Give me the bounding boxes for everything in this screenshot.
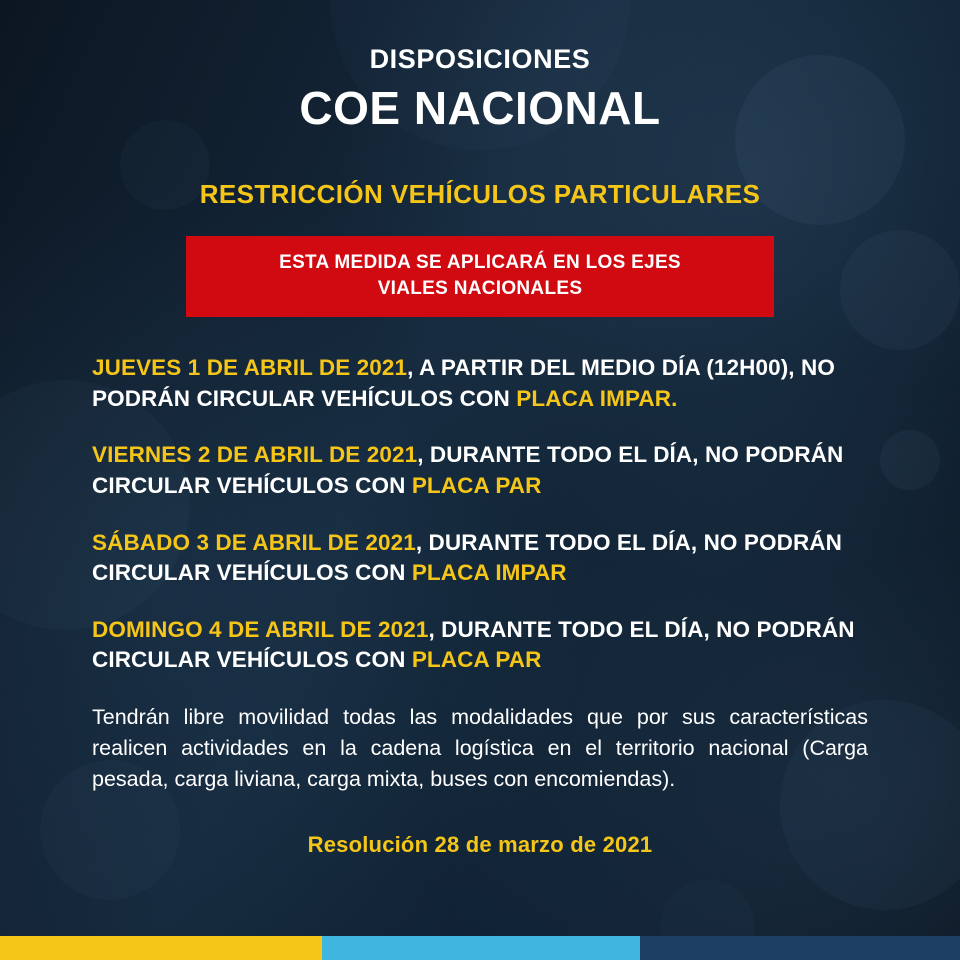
rule-plate: PLACA PAR <box>411 473 542 499</box>
rule-plate: PLACA IMPAR. <box>516 385 678 411</box>
list-item <box>92 353 868 414</box>
rule-date: JUEVES 1 DE ABRIL DE 2021 <box>92 355 408 381</box>
footer-bar-cyan <box>322 936 640 960</box>
footer-color-bars <box>0 936 960 960</box>
rule-date: VIERNES 2 DE ABRIL DE 2021 <box>92 442 418 468</box>
poster-content <box>0 44 960 858</box>
rule-body: , DURANTE TODO EL DÍA, NO PODRÁN CIRCULAR VEHÍCULOS CON <box>92 616 855 673</box>
rule-date: DOMINGO 4 DE ABRIL DE 2021 <box>92 616 429 642</box>
resolution-label: Resolución 28 de marzo de 2021 <box>307 831 653 857</box>
rule-plate: PLACA IMPAR <box>411 560 567 586</box>
notice-banner-line-1: ESTA MEDIDA SE APLICARÁ EN LOS EJES <box>279 252 681 273</box>
restriction-rules-list <box>92 353 868 676</box>
rule-plate: PLACA PAR <box>411 647 542 673</box>
page-title: COE NACIONAL <box>299 82 661 134</box>
list-item <box>92 615 868 676</box>
rule-body: , A PARTIR DEL MEDIO DÍA (12H00), NO PODRÁN CIRCULAR VEHÍCULOS CON <box>92 355 835 411</box>
notice-banner <box>186 236 774 317</box>
exemption-note: Tendrán libre movilidad todas las modalidades que por sus características realicen actividades en la cadena logística en el territorio nacional (Carga pesada, carga liviana, carga mixta, buses con encomiendas). <box>92 705 868 792</box>
rule-date: SÁBADO 3 DE ABRIL DE 2021 <box>92 529 416 555</box>
rule-body: , DURANTE TODO EL DÍA, NO PODRÁN CIRCULAR VEHÍCULOS CON <box>92 442 844 499</box>
list-item <box>92 528 868 589</box>
kicker-text: DISPOSICIONES <box>369 44 591 74</box>
page-subtitle: RESTRICCIÓN VEHÍCULOS PARTICULARES <box>199 179 761 209</box>
footer-bar-navy <box>640 936 960 960</box>
notice-banner-line-2: VIALES NACIONALES <box>377 277 583 299</box>
footer-bar-yellow <box>0 936 322 960</box>
list-item <box>92 440 868 501</box>
rule-body: , DURANTE TODO EL DÍA, NO PODRÁN CIRCULAR VEHÍCULOS CON <box>92 529 842 586</box>
